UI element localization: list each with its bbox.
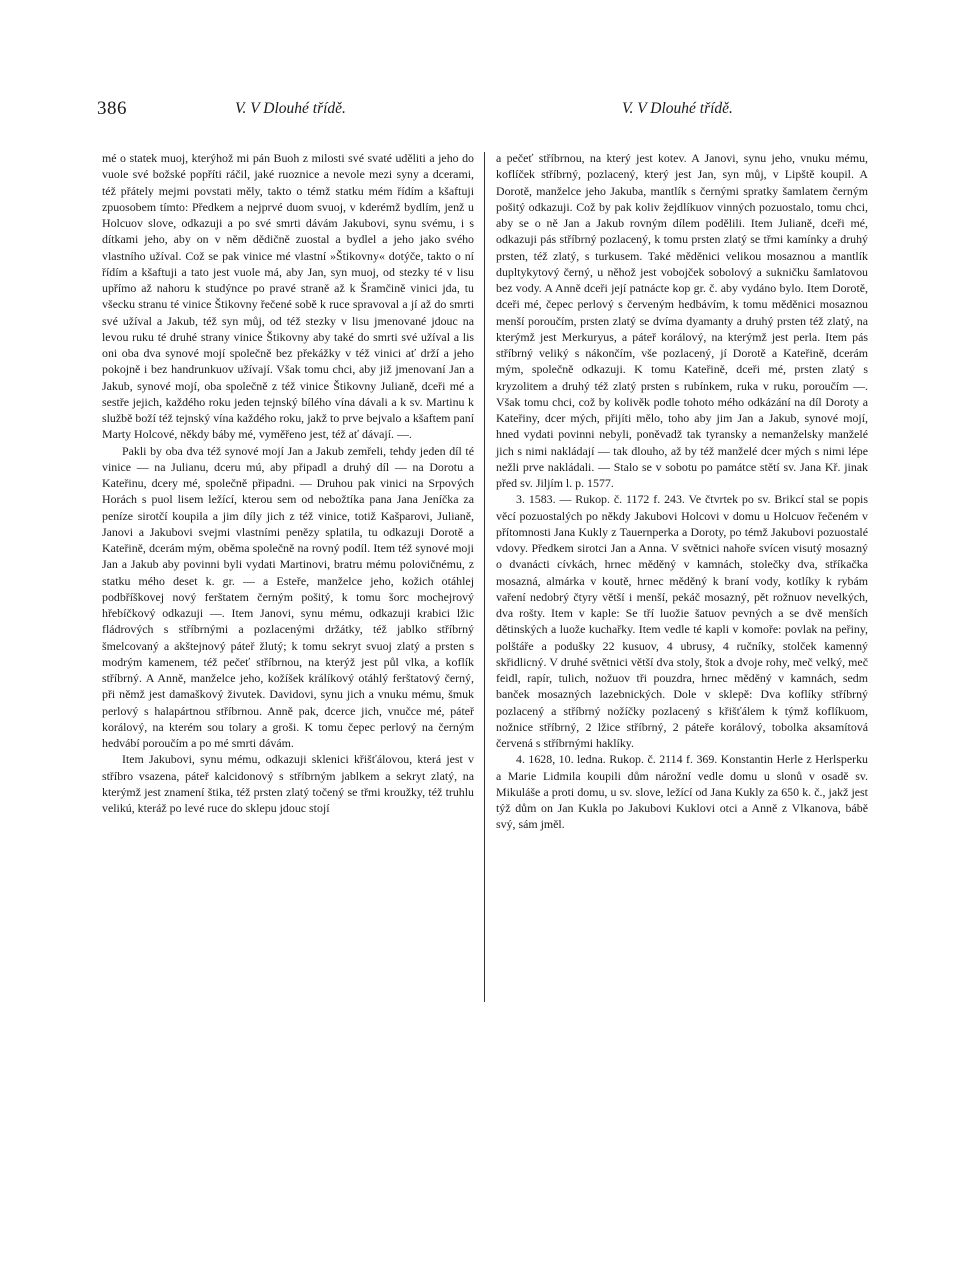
running-head-right: V. V Dlouhé třídě. (622, 100, 733, 117)
page-number: 386 (97, 98, 127, 119)
column-divider (484, 152, 485, 1002)
paragraph: Pakli by oba dva též synové mojí Jan a Jakub zemřeli, tehdy jeden díl té vinice — na Julianu, dceru mú, aby připadl a druhý díl — na Dorotu a Kateřinu, dcery mé, společně připadni. — Druhou pak vinici na Srpových Horách s puol lisem ležící, kterou sem od nebožtíka pana Jana Jeníčka za peníze sirotčí koupila a jim díly jich z též vinice, totiž Kašparovi, Julianě, Janovi a Jakubovi svejmi vlastními penězy splatila, tu odkazuji Dorotě a Kateřině, dcerám mým, oběma společně na rovný podíl. Item též synové moji Jan a Jakub aby povinni byli vydati Martinovi, bratru mému polovičnému, z statku mého deset k. gr. — a Esteře, manželce jeho, kožich otáhlej podbříškovej nový ferštatem černým pošitý, k tomu šorc mochejrový hřebíčkový odkazuji —. Item Janovi, synu mému, odkazuji krabici lžic fládrových s stříbrnými a pozlacenými držátky, též jablko stříbrný šmelcovaný a akštejnový páteř žlutý; k tomu sekryt svuoj zlatý a prsten s modrým kamenem, též pečeť stříbrnou, na kterýž jest půl vlka, a koflík stříbrný. A Anně, manželce jeho, kožíšek králíkový otáhlý ferštatový černý, při němž jest damaškový živutek. Davidovi, synu jich a vnuku mému, šmuk perlový s halapártnou stříbrnou. Anně pak, dcerce jich, vnučce mé, páteř korálový, na kterém sou tolary a groši. K tomu čepec perlový na černým hedvábí poroučím a po mé smrti dávám. (102, 443, 474, 750)
right-column (496, 150, 868, 833)
left-column (102, 150, 474, 816)
page-header (0, 98, 960, 128)
paragraph: 4. 1628, 10. ledna. Rukop. č. 2114 f. 369. Konstantin Herle z Herlsperku a Marie Lidmila koupili dům nárožní vedle domu u slonů v osadě sv. Mikuláše a proti domu, u sv. slove, ležící od Jana Kukly za 650 k. č., jakž jest týž dům on Jan Kukla po Jakubovi Kuklovi otci a Anně z Vlkanova, bábě svý, sám jměl. (496, 752, 868, 832)
running-head-left: V. V Dlouhé třídě. (235, 100, 346, 117)
paragraph: a pečeť stříbrnou, na který jest kotev. A Janovi, synu jeho, vnuku mému, koflíček stříbrný, pozlacený, který jest Jan, syn můj, v Lipště koupil. A Dorotě, manželce jeho Jakuba, mantlík s černými spratky šamlatem černým pošitý odkazuji. Což by pak koliv žejdlíkuov vinných pozuostalo, tomu chci, aby se o ně Jan a Jakub rovným dílem podělili. Item Julianě, dceři mé, odkazuji pás stříbrný pozlacený, k tomu prsten zlatý se třmi kamínky a druhý prsten, též zlatý, s turkusem. Také měděnici velikou mosaznou a mantlík dupltykytový černý, u něhož jest vobojček sobolový a sukničku šamlatovou bez vody. A Anně dceři její patnácte kop gr. č. aby vydáno bylo. Item Dorotě, dceři mé, čepec perlový s červeným hedbávím, k tomu měděnici mosaznou menší poroučím, prsten zlatý se dvíma dyamanty a druhý prsten též zlatý, na kterýmž jest Merkuryus, a páteř korálový, na kterýmž jest perla. Item pás stříbrný veliký s nákončím, vše pozlacený, jí Dorotě a Kateřině, dcerám mým, společně odkazuji. K tomu Kateřině, dceři mé, prsten zlatý s kryzolitem a druhý též zlatý prsten s rubínkem, ruka v ruku, poroučím —. Však tomu chci, což by kolivěk podle tohoto mého odkázání na díl Doroty a Kateřiny, dcer mých, přijíti mělo, toho aby jim Jan a Jakub, synové mojí, hned vydati povinni nebyli, poněvadž tak tyransky a nemanželsky manželé jich s nimi nakládají — tak dlouho, až by též manželé dcer mých s nimi lépe nežli prve nakládali. — Stalo se v sobotu po památce stětí sv. Jana Kř. jinak před sv. Jiljím l. p. 1577. (496, 151, 868, 490)
paragraph: 3. 1583. — Rukop. č. 1172 f. 243. Ve čtvrtek po sv. Brikcí stal se popis věcí pozuostalých po někdy Jakubovi Holcovi v domu u Holcuov řečeném v přítomnosti Jana Kukly z Tauernperka a Doroty, po témž Jakubovi pozuostalé vdovy. Předkem sirotci Jan a Anna. V světnici nahoře svícen visutý mosazný o dvanácti cívkách, hrnec měděný v kamnách, stolečky dva, stříkačka mosazná, almárka v koutě, hrnec měděný k braní vody, kotlíky k rybám vaření nedobrý čtyry větší i menší, pekáč mosazný, pět rožnuov nevelkých, dva rošty. Item v kaple: Se tří luožie šatuov pevných a se dvě menších dětinských a luože kuchařky. Item vedle té kapli v komoře: povlak na peřiny, polštáře a podušky 22 kusuov, 4 ubrusy, 4 ručníky, stolček kamenný skřidlicný. V druhé světnici větší dva stoly, štok a dvoje rohy, meč velký, meč feidl, rapír, tulich, nožuov tři pouzdra, hrnec měděný v kamnách, sedm banček mosazných lazebnických. Dole v sklepě: Dva koflíky stříbrný pozlacený a stříbrný nožíčky pozlacený s křišťálem k týmž koflíkuom, nožnice stříbrný, 2 lžice stříbrný, 2 páteře korálový, tobolka aksamítová červená s stříbrnými haklíky. (496, 492, 868, 750)
paragraph: Item Jakubovi, synu mému, odkazuji sklenici křišťálovou, která jest v stříbro vsazena, páteř kalcidonový s stříbrným jablkem a sekryt zlatý, na kterýmž jest znamení štika, též prsten zlatý točený se třmi kroužky, též truhlu velikú, kteráž po levé ruce do sklepu jdouc stojí (102, 752, 474, 815)
paragraph: mé o statek muoj, kterýhož mi pán Buoh z milosti své svaté uděliti a jeho do vuole své božské popříti ráčil, jaké ruoznice a nevole mezi syny a dcerami, též přátely mejmi povstati měly, takto o témž statku mém řídím a kšaftuji zpuosobem tímto: Předkem a nejprvé duom svuoj, v kderémž bydlím, jenž u Holcuov slove, odkazuji a po své smrti dávám Jakubovi, synu svému, i s dítkami jeho, aby on v něm dědičně zuostal a bydlel a jeho jako svého vlastního užíval. Což se pak vinice mé vlastní »Štikovny« dotýče, takto o ní řídím a kšaftuji a tato jest vuole má, aby Jan, syn muoj, od stezky té v lisu upřímo až nahoru k studýnce po pravé straně až k Šramčině vinici jda, tu všecku stranu té vinice Štikovny řečené sobě k ruce spravoval a jí až do smrti své užíval a Jakub, též syn můj, od též stezky v lisu jmenované jdouc na levou ruku té druhé strany vinice Štikovny aby také do smrti své užíval a lis oni oba dva synové mojí společně bez překážky v též vinici ať drží a jeho pokojně i bez handrunkuov užívají. Však tomu chci, aby již jmenovaní Jan a Jakub, synové mojí, oba společně z též vinice Štikovny Julianě, dceři mé a sestře jejich, každého roku jeden tejnský bílého vína dávali a k sv. Martinu k službě boží též tejnský vína každého roku, jakž to prve bejvalo a kšaftem paní Marty Holcové, někdy báby mé, vyměřeno jest, též ať dávají. —. (102, 151, 474, 442)
